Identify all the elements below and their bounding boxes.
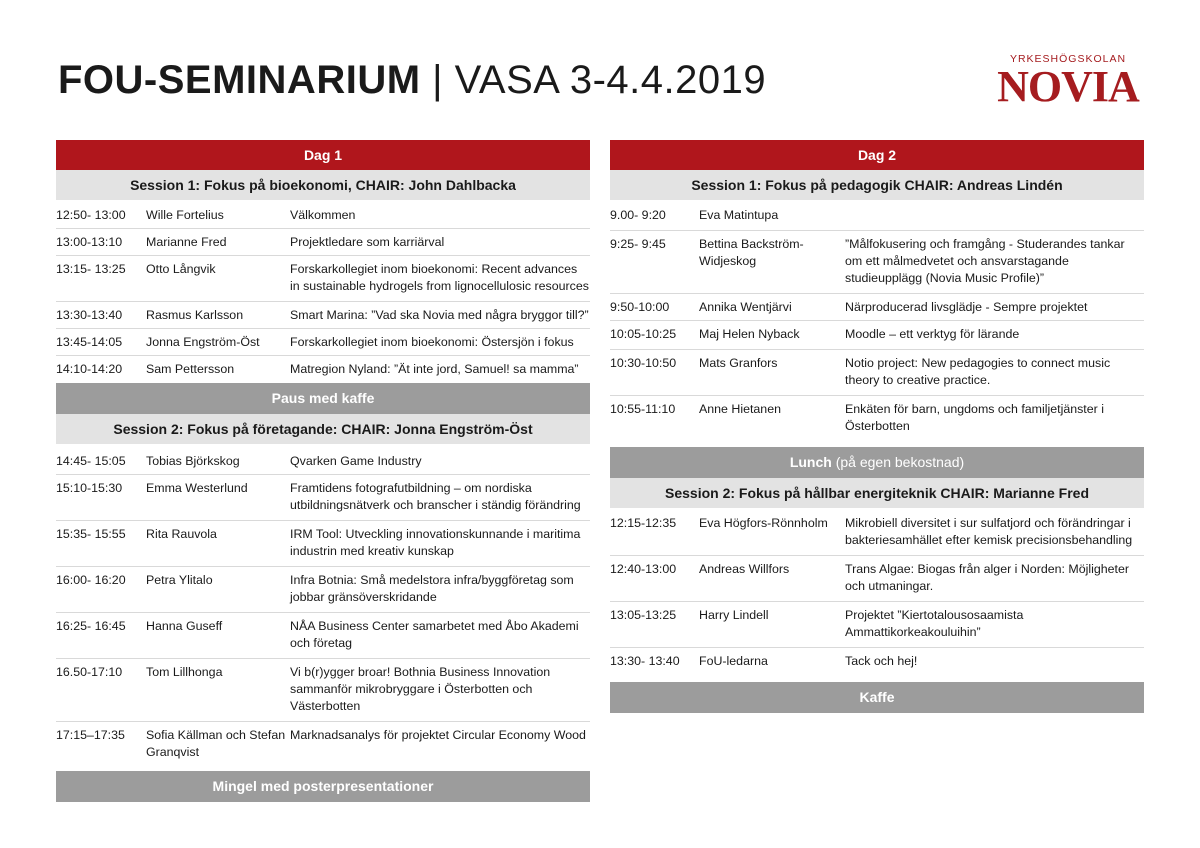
table-row [610,556,1144,602]
table-row [610,202,1144,231]
row-topic: Framtidens fotografutbildning – om nordiska utbildningsnätverk och branscher i ständig förändring [290,481,581,512]
row-topic: NÅA Business Center samarbetet med Åbo Akademi och företag [290,619,579,650]
row-time: 16:25- 16:45 [56,619,126,633]
table-row [610,510,1144,556]
row-speaker: Rasmus Karlsson [146,308,244,322]
row-topic: Moodle – ett verktyg för lärande [845,327,1020,341]
row-time: 9:50-10:00 [610,300,670,314]
row-topic: Notio project: New pedagogies to connect music theory to creative practice. [845,356,1111,387]
table-row [56,302,590,329]
table-row [610,648,1144,676]
row-time: 16.50-17:10 [56,665,123,679]
table-row [56,659,590,722]
logo-subtitle: YRKESHÖGSKOLAN [1009,53,1127,65]
row-time: 12:40-13:00 [610,562,677,576]
row-topic: Tack och hej! [845,654,918,668]
table-row [56,229,590,256]
row-topic [845,207,1144,224]
row-time: 9.00- 9:20 [610,208,666,222]
row-time: 13:05-13:25 [610,608,677,622]
table-row [610,294,1144,321]
row-time: 13:15- 13:25 [56,262,126,276]
day2-column [610,140,1144,713]
lunch-label: Lunch [789,454,832,470]
day1-session1-list [56,200,590,383]
row-time: 16:00- 16:20 [56,573,126,587]
row-speaker: Emma Westerlund [146,481,248,495]
row-speaker: Maj Helen Nyback [699,327,800,341]
table-row [610,321,1144,350]
row-speaker: Harry Lindell [699,608,769,622]
day1-session2-header: Session 2: Fokus på företagande: CHAIR: Jonna Engström-Öst [56,414,590,444]
row-time: 14:45- 15:05 [56,454,126,468]
row-time: 17:15–17:35 [56,728,125,742]
day2-header: Dag 2 [610,140,1144,170]
row-speaker: Tom Lillhonga [146,665,223,679]
row-time: 13:45-14:05 [56,335,123,349]
closing-coffee: Kaffe [610,682,1144,713]
row-topic: Projektet ”Kiertotalousosaamista Ammattikorkeakouluihin” [845,608,1024,639]
row-speaker: Marianne Fred [146,235,227,249]
row-topic: Vi b(r)ygger broar! Bothnia Business Innovation sammanför mikrobryggare i Österbotten och Västerbotten [290,665,551,713]
table-row [610,396,1144,441]
row-time: 13:00-13:10 [56,235,123,249]
day2-session2-list [610,508,1144,678]
table-row [610,231,1144,294]
row-time: 10:30-10:50 [610,356,677,370]
row-speaker: Otto Långvik [146,262,216,276]
lunch-note: (på egen bekostnad) [835,454,965,470]
table-row [56,449,590,475]
page-title [58,56,766,104]
row-topic: IRM Tool: Utveckling innovationskunnande i maritima industrin med kreativ kunskap [290,527,581,558]
row-time: 13:30-13:40 [56,308,123,322]
table-row [56,567,590,613]
row-time: 15:35- 15:55 [56,527,126,541]
row-speaker: Anne Hietanen [699,402,781,416]
row-speaker: Eva Högfors-Rönnholm [699,516,828,530]
row-time: 10:05-10:25 [610,327,677,341]
row-speaker: Sam Pettersson [146,362,235,376]
row-time: 9:25- 9:45 [610,237,666,251]
row-time: 13:30- 13:40 [610,654,680,668]
row-speaker: Wille Fortelius [146,208,224,222]
row-speaker: Petra Ylitalo [146,573,213,587]
row-speaker: Andreas Willfors [699,562,790,576]
row-topic: Närproducerad livsglädje - Sempre projektet [845,300,1088,314]
day1-session2-list [56,444,590,771]
row-topic: Marknadsanalys för projektet Circular Economy Wood [290,728,586,742]
day1-session1-header: Session 1: Fokus på bioekonomi, CHAIR: John Dahlbacka [56,170,590,200]
title-separator: | [432,58,444,102]
row-time: 10:55-11:10 [610,402,676,416]
table-row [56,202,590,229]
row-speaker: Jonna Engström-Öst [146,335,260,349]
row-speaker: Rita Rauvola [146,527,217,541]
lunch-break [610,447,1144,478]
row-speaker: Hanna Guseff [146,619,223,633]
row-speaker: Tobias Björkskog [146,454,240,468]
row-speaker: Eva Matintupa [699,208,779,222]
day2-session1-header: Session 1: Fokus på pedagogik CHAIR: Andreas Lindén [610,170,1144,200]
row-topic: Projektledare som karriärval [290,235,445,249]
novia-logo [990,52,1146,112]
day1-header: Dag 1 [56,140,590,170]
row-time: 15:10-15:30 [56,481,123,495]
day2-session1-list [610,200,1144,443]
row-speaker: Annika Wentjärvi [699,300,792,314]
row-time: 12:15-12:35 [610,516,677,530]
table-row [56,356,590,381]
row-topic: Smart Marina: ”Vad ska Novia med några bryggor till?” [290,308,589,322]
table-row [56,329,590,356]
day1-column [56,140,590,802]
row-topic: Infra Botnia: Små medelstora infra/byggföretag som jobbar gränsöverskridande [290,573,574,604]
row-topic: Forskarkollegiet inom bioekonomi: Recent advances in sustainable hydrogels from lignocellulosic resources [290,262,589,293]
row-time: 12:50- 13:00 [56,208,126,222]
row-topic: Qvarken Game Industry [290,454,422,468]
table-row [56,475,590,521]
row-topic: Mikrobiell diversitet i sur sulfatjord och förändringar i bakteriesamhället efter kemisk precisionsbehandling [845,516,1133,547]
closing-mingle: Mingel med posterpresentationer [56,771,590,802]
break-coffee: Paus med kaffe [56,383,590,414]
title-event: FOU-SEMINARIUM [58,58,421,102]
row-topic: ”Målfokusering och framgång - Studerandes tankar om ett målmedvetet och ansvarstagande studieupplägg (Novia Music Profile)” [845,237,1125,285]
table-row [56,256,590,302]
table-row [56,613,590,659]
row-speaker: Sofia Källman och Stefan Granqvist [146,728,286,759]
row-time: 14:10-14:20 [56,362,123,376]
row-speaker: FoU-ledarna [699,654,768,668]
table-row [56,722,590,769]
logo-wordmark: NOVIA [997,62,1139,111]
table-row [610,602,1144,648]
table-row [610,350,1144,396]
row-topic: Forskarkollegiet inom bioekonomi: Östersjön i fokus [290,335,574,349]
row-topic: Matregion Nyland: ”Ät inte jord, Samuel! sa mamma” [290,362,579,376]
row-topic: Trans Algae: Biogas från alger i Norden: Möjligheter och utmaningar. [845,562,1129,593]
row-speaker: Bettina Backström-Widjeskog [699,237,804,268]
table-row [56,521,590,567]
day2-session2-header: Session 2: Fokus på hållbar energiteknik CHAIR: Marianne Fred [610,478,1144,508]
title-location-date: VASA 3-4.4.2019 [454,58,767,102]
row-speaker: Mats Granfors [699,356,778,370]
row-topic: Välkommen [290,208,356,222]
row-topic: Enkäten för barn, ungdoms och familjetjänster i Österbotten [845,402,1104,433]
